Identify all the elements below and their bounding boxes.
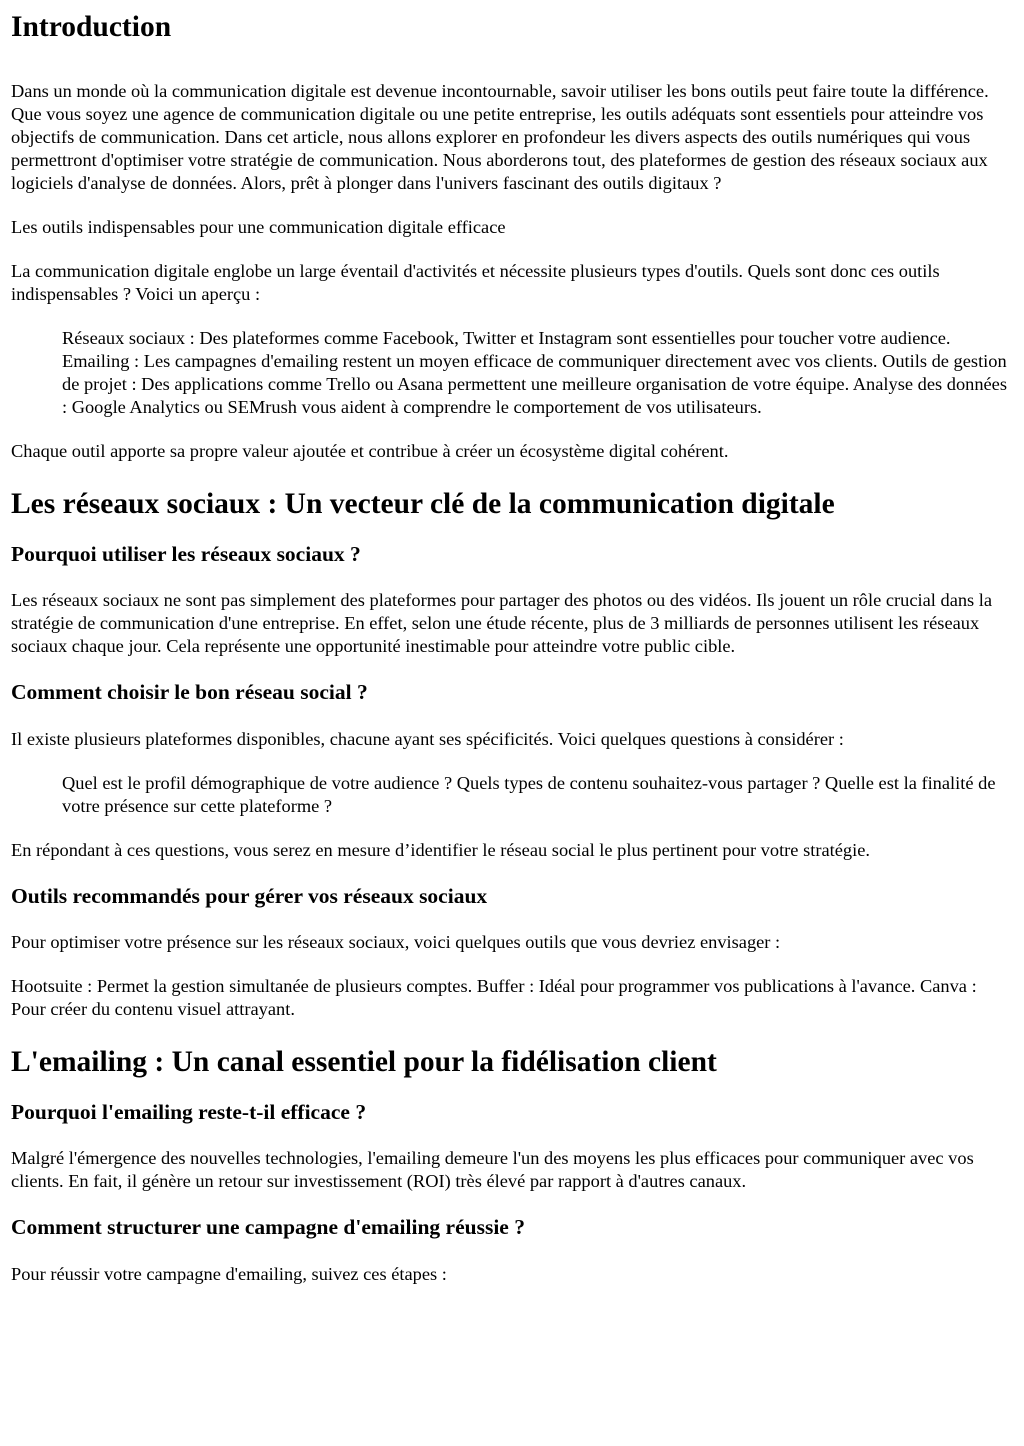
email-why-paragraph: Malgré l'émergence des nouvelles technologies, l'emailing demeure l'un des moyens les plus efficaces pour communiquer avec vos clients. En fait, il génère un retour sur investissement (ROI) très élevé par rapport à d'autres canaux. xyxy=(11,1148,974,1191)
tools-line: Les outils indispensables pour une communication digitale efficace xyxy=(11,217,506,237)
social-why-paragraph: Les réseaux sociaux ne sont pas simplement des plateformes pour partager des photos ou des vidéos. Ils jouent un rôle crucial dans la stratégie de communication d'une entreprise. En effet, selon une étude récente, plus de 3 milliards de personnes utilisent les réseaux sociaux chaque jour. Cela représente une opportunité inestimable pour atteindre votre public cible. xyxy=(11,590,993,656)
email-heading: L'emailing : Un canal essentiel pour la fidélisation client xyxy=(11,1046,717,1078)
tools-quote: Réseaux sociaux : Des plateformes comme Facebook, Twitter et Instagram sont essentielles pour toucher votre audience. Emailing : Les campagnes d'emailing restent un moyen efficace de communiquer directement avec vos clients. Outils de gestion de projet : Des applications comme Trello ou Asana permettent une meilleure organisation de votre équipe. Analyse des données : Google Analytics ou SEMrush vous aident à comprendre le comportement de vos utilisateurs. xyxy=(62,328,1008,417)
email-structure-paragraph: Pour réussir votre campagne d'emailing, suivez ces étapes : xyxy=(11,1264,447,1284)
social-choose-heading: Comment choisir le bon réseau social ? xyxy=(11,680,368,704)
social-tools-paragraph: Pour optimiser votre présence sur les réseaux sociaux, voici quelques outils que vous devriez envisager : xyxy=(11,932,781,952)
email-structure-heading: Comment structurer une campagne d'emailing réussie ? xyxy=(11,1215,525,1239)
social-choose-paragraph: Il existe plusieurs plateformes disponibles, chacune ayant ses spécificités. Voici quelques questions à considérer : xyxy=(11,729,844,749)
social-tools-list: Hootsuite : Permet la gestion simultanée de plusieurs comptes. Buffer : Idéal pour programmer vos publications à l'avance. Canva : Pour créer du contenu visuel attrayant. xyxy=(11,976,977,1019)
email-why-heading: Pourquoi l'emailing reste-t-il efficace ? xyxy=(11,1100,367,1124)
intro-heading: Introduction xyxy=(11,11,172,43)
tools-conclusion: Chaque outil apporte sa propre valeur ajoutée et contribue à créer un écosystème digital cohérent. xyxy=(11,441,729,461)
intro-paragraph: Dans un monde où la communication digitale est devenue incontournable, savoir utiliser les bons outils peut faire toute la différence. Que vous soyez une agence de communication digitale ou une petite entreprise, les outils adéquats sont essentiels pour atteindre vos objectifs de communication. Dans cet article, nous allons explorer en profondeur les divers aspects des outils numériques qui vous permettront d'optimiser votre stratégie de communication. Nous aborderons tout, des plateformes de gestion des réseaux sociaux aux logiciels d'analyse de données. Alors, prêt à plonger dans l'univers fascinant des outils digitaux ? xyxy=(11,81,989,193)
tools-paragraph: La communication digitale englobe un large éventail d'activités et nécessite plusieurs types d'outils. Quels sont donc ces outils indispensables ? Voici un aperçu : xyxy=(11,261,940,304)
social-tools-heading: Outils recommandés pour gérer vos réseaux sociaux xyxy=(11,884,488,908)
social-why-heading: Pourquoi utiliser les réseaux sociaux ? xyxy=(11,542,361,566)
social-choose-conclusion: En répondant à ces questions, vous serez en mesure d’identifier le réseau social le plus pertinent pour votre stratégie. xyxy=(11,840,870,860)
social-choose-quote: Quel est le profil démographique de votre audience ? Quels types de contenu souhaitez-vous partager ? Quelle est la finalité de votre présence sur cette plateforme ? xyxy=(62,773,996,816)
social-heading: Les réseaux sociaux : Un vecteur clé de la communication digitale xyxy=(11,488,835,520)
